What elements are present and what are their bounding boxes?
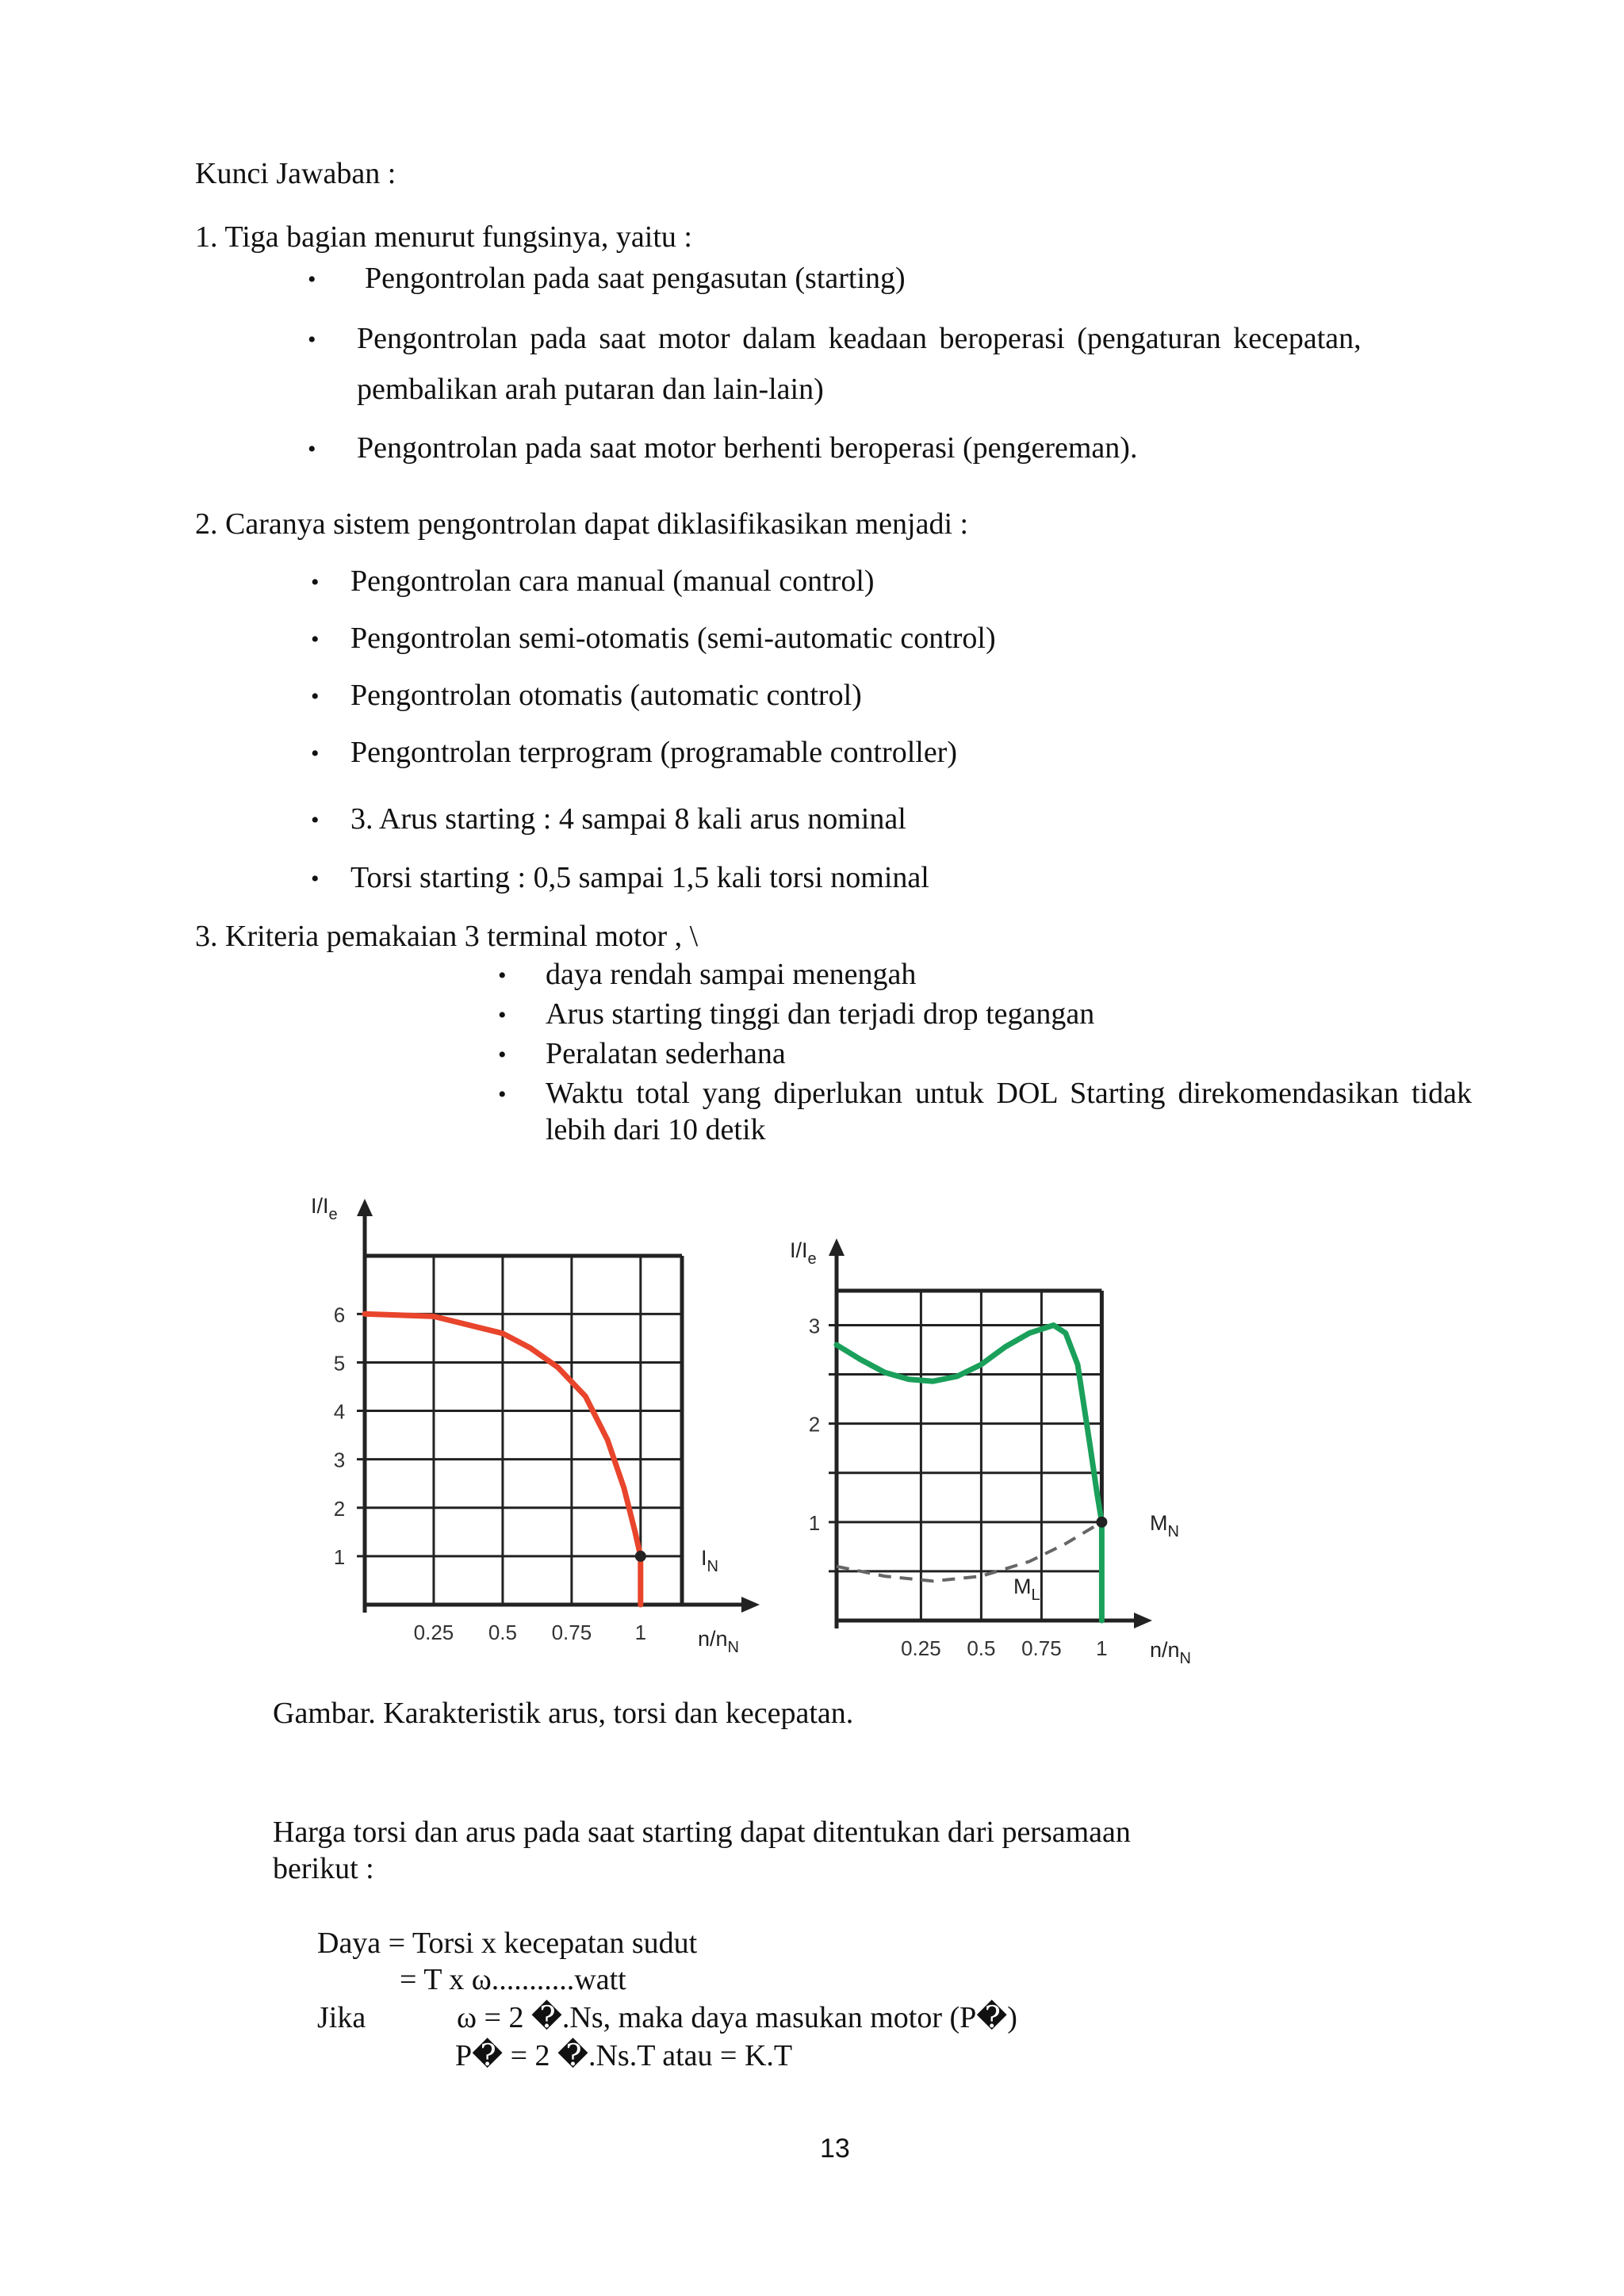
q3-item-4: Waktu total yang diperlukan untuk DOL Starting direkomendasikan tidak lebih dari 10 detik: [546, 1077, 1472, 1146]
characteristics-figure: [285, 1181, 1221, 1689]
left-xtick-label: 0.75: [551, 1621, 592, 1644]
left-xtick-label: 0.25: [413, 1621, 454, 1644]
q1-intro: 1. Tiga bagian menurut fungsinya, yaitu :: [195, 220, 692, 254]
right-ytick-labels: [809, 1314, 820, 1534]
equation-jika-label: Jika: [317, 2001, 366, 2034]
equation-intro-line2: berikut :: [273, 1852, 374, 1885]
right-xtick-label: 1: [1096, 1636, 1108, 1660]
right-ytick-label: 3: [808, 1314, 821, 1338]
bullet-icon: •: [308, 327, 316, 353]
bullet-icon: •: [498, 962, 507, 989]
q1-item-2: Pengontrolan pada saat motor dalam keadaan beroperasi (pengaturan kecepatan,: [357, 322, 1362, 355]
right-x-arrow-icon: [1134, 1613, 1152, 1628]
left-y-arrow-icon: [357, 1199, 373, 1216]
current-speed-chart: [311, 1194, 760, 1656]
page-heading: Kunci Jawaban :: [195, 157, 396, 190]
equation-line-4: P� = 2 �.Ns.T atau = K.T: [455, 2039, 793, 2072]
bullet-icon: •: [311, 626, 320, 652]
right-ylabel: $I/I_e$: [790, 1238, 817, 1268]
q1-item-1: Pengontrolan pada saat pengasutan (starting): [365, 262, 906, 295]
q1-item-3: Pengontrolan pada saat motor berhenti beroperasi (pengereman).: [357, 431, 1138, 465]
q2-item-2: Pengontrolan semi-otomatis (semi-automatic control): [350, 622, 996, 655]
q3-item-1: daya rendah sampai menengah: [546, 958, 917, 991]
q2-intro: 2. Caranya sistem pengontrolan dapat diklasifikasikan menjadi :: [195, 507, 969, 541]
q2-item-1: Pengontrolan cara manual (manual control): [350, 564, 875, 598]
bullet-icon: •: [498, 1081, 507, 1108]
figure-caption: Gambar. Karakteristik arus, torsi dan kecepatan.: [273, 1697, 854, 1730]
left-ytick-label: 3: [333, 1448, 346, 1472]
bullet-icon: •: [498, 1042, 507, 1068]
right-ytick-label: 2: [808, 1412, 821, 1437]
q2-item-3: Pengontrolan otomatis (automatic control): [350, 679, 862, 712]
right-nominal-point: [1096, 1517, 1107, 1528]
left-ytick-label: 4: [333, 1399, 346, 1424]
bullet-icon: •: [311, 740, 320, 767]
left-point-label: $I_N$: [701, 1546, 718, 1575]
torque-speed-chart: [790, 1238, 1191, 1667]
right-xtick-label: 0.5: [967, 1636, 996, 1660]
right-ml-label: $M_L$: [1013, 1575, 1040, 1604]
q3-intro: 3. Kriteria pemakaian 3 terminal motor , \: [195, 920, 699, 953]
left-ytick-label: 1: [333, 1544, 346, 1569]
bullet-icon: •: [311, 569, 320, 595]
q3-item-3: Peralatan sederhana: [546, 1037, 786, 1070]
right-y-arrow-icon: [829, 1238, 845, 1256]
q2-item-5: 3. Arus starting : 4 sampai 8 kali arus nominal: [350, 802, 906, 836]
left-xlabel: $n/n_N$: [698, 1627, 739, 1656]
q2-item-4: Pengontrolan terprogram (programable controller): [350, 736, 957, 769]
bullet-icon: •: [311, 866, 320, 892]
right-mn-label: $M_N$: [1150, 1511, 1179, 1540]
bullet-icon: •: [308, 266, 316, 293]
equation-line-3: ω = 2 �.Ns, maka daya masukan motor (P�): [457, 2001, 1017, 2034]
left-x-arrow-icon: [741, 1597, 760, 1613]
left-ytick-label: 6: [333, 1303, 346, 1327]
q3-item-2: Arus starting tinggi dan terjadi drop tegangan: [546, 997, 1095, 1031]
left-xtick-label: 0.5: [488, 1621, 517, 1644]
bullet-icon: •: [498, 1002, 507, 1028]
left-xtick-labels: [414, 1621, 646, 1644]
left-ytick-label: 5: [333, 1351, 346, 1376]
bullet-icon: •: [311, 807, 320, 833]
left-nominal-point: [635, 1551, 646, 1562]
right-xtick-labels: [901, 1636, 1108, 1660]
q2-item-6: Torsi starting : 0,5 sampai 1,5 kali torsi nominal: [350, 861, 929, 894]
equation-line-2: = T x ω...........watt: [400, 1963, 626, 1996]
left-ylabel: $I/I_e$: [311, 1194, 338, 1223]
q1-item-2-cont: pembalikan arah putaran dan lain-lain): [357, 373, 824, 406]
equation-line-1: Daya = Torsi x kecepatan sudut: [317, 1927, 698, 1960]
left-ytick-labels: [334, 1303, 345, 1569]
equation-intro-line1: Harga torsi dan arus pada saat starting dapat ditentukan dari persamaan: [273, 1816, 1131, 1849]
page-number: 13: [820, 2133, 850, 2164]
right-xtick-label: 0.25: [901, 1636, 941, 1660]
left-xtick-label: 1: [634, 1621, 647, 1644]
left-grid: [357, 1199, 760, 1613]
right-ytick-label: 1: [808, 1510, 821, 1535]
bullet-icon: •: [311, 683, 320, 710]
right-xtick-label: 0.75: [1021, 1636, 1062, 1660]
left-ytick-label: 2: [333, 1496, 346, 1521]
right-xlabel: $n/n_N$: [1150, 1638, 1191, 1667]
bullet-icon: •: [308, 436, 316, 462]
